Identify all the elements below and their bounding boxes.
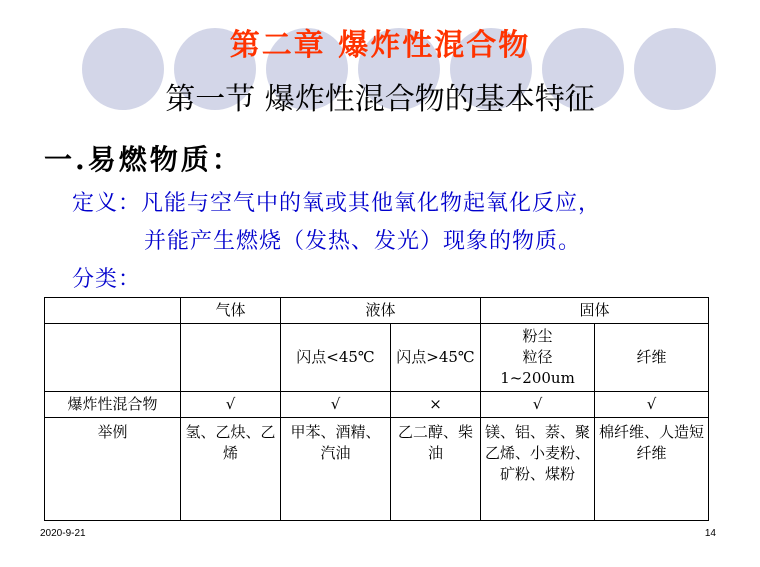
header-liquid: 液体 (281, 298, 481, 324)
header-gas: 气体 (181, 298, 281, 324)
section-title: 第一节 爆炸性混合物的基本特征 (165, 82, 595, 117)
classification-label: 分类： (72, 267, 142, 292)
subheader-flash-low: 闪点<45℃ (281, 324, 391, 392)
classification-table (44, 297, 709, 521)
dust-line-2: 粒径 (522, 348, 553, 366)
mix-dust-mark: √ (481, 392, 595, 418)
example-liquid-high: 乙二醇、柴油 (391, 418, 481, 521)
dust-line-1: 粉尘 (522, 327, 553, 345)
mix-liquid-low-mark: √ (281, 392, 391, 418)
dust-line-3: 1~200um (500, 369, 575, 387)
example-dust: 镁、铝、萘、聚乙烯、小麦粉、矿粉、煤粉 (481, 418, 595, 521)
example-gas: 氢、乙炔、乙烯 (181, 418, 281, 521)
table-subheader-row (45, 324, 709, 392)
table-corner-cell (45, 298, 181, 324)
example-fiber: 棉纤维、人造短纤维 (595, 418, 709, 521)
heading-flammable-substances: 一.易燃物质： (44, 143, 243, 176)
subheader-dust (481, 324, 595, 392)
row-label-examples: 举例 (45, 418, 181, 521)
table-header-row (45, 298, 709, 324)
subheader-flash-high: 闪点>45℃ (391, 324, 481, 392)
table-row-explosive-mixture (45, 392, 709, 418)
chapter-title: 第二章 爆炸性混合物 (229, 28, 531, 63)
footer-date: 2020-9-21 (40, 528, 86, 539)
row-label-explosive-mixture: 爆炸性混合物 (45, 392, 181, 418)
definition-line-2: 并能产生燃烧（发热、发光）现象的物质。 (144, 229, 582, 254)
table-row-examples (45, 418, 709, 521)
definition-line-1: 定义：凡能与空气中的氧或其他氧化物起氧化反应， (72, 191, 602, 216)
header-solid: 固体 (481, 298, 709, 324)
subheader-empty-cell (45, 324, 181, 392)
subheader-gas-empty (181, 324, 281, 392)
mix-fiber-mark: √ (595, 392, 709, 418)
mix-gas-mark: √ (181, 392, 281, 418)
page-number: 14 (704, 528, 716, 539)
example-liquid-low: 甲苯、酒精、汽油 (281, 418, 391, 521)
mix-liquid-high-mark: × (391, 392, 481, 418)
subheader-fiber: 纤维 (595, 324, 709, 392)
